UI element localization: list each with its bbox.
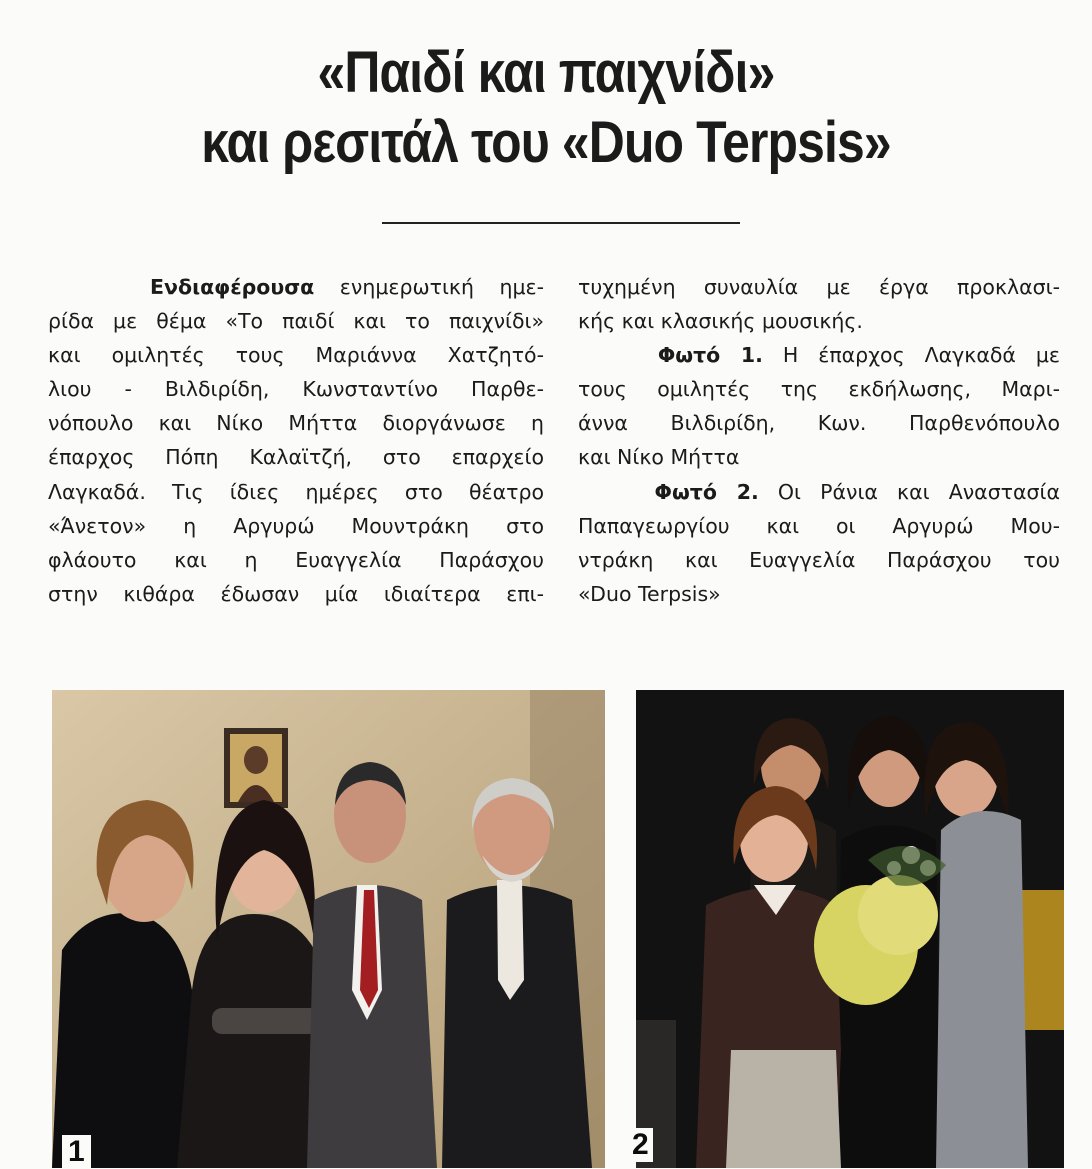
article-line: ρίδα με θέμα «Το παιδί και το παιχνίδι» <box>48 309 544 334</box>
caption-line: άννα Βιλδιρίδη, Κων. Παρθενόπουλο <box>578 411 1060 436</box>
caption-photo-1: Φωτό 1. Η έπαρχος Λαγκαδά με <box>657 343 1060 368</box>
article-line: νόπουλο και Νίκο Μήττα διοργάνωσε η <box>48 411 544 436</box>
article-line: φλάουτο και η Ευαγγελία Παράσχου <box>48 547 544 572</box>
article-line: Λαγκαδά. Τις ίδιες ημέρες στο θέατρο <box>48 479 544 504</box>
headline-line-2: και ρεσιτάλ του «Duo Terpsis» <box>201 110 891 175</box>
article-line: κής και κλασικής μουσικής. <box>578 309 863 334</box>
caption-line: ντράκη και Ευαγγελία Παράσχου του <box>578 547 1060 572</box>
article-lead: Ενδιαφέρουσα <box>150 275 315 299</box>
article-line: Ενδιαφέρουσα ενημερωτική ημε- <box>150 275 544 299</box>
caption-line: και Νίκο Μήττα <box>578 445 740 470</box>
article-left-column <box>48 270 544 611</box>
article-line: στην κιθάρα έδωσαν μία ιδιαίτερα επι- <box>48 581 544 606</box>
photo-1-number: 1 <box>62 1135 91 1169</box>
article-line: λιου - Βιλδιρίδη, Κωνσταντίνο Παρθε- <box>48 377 544 402</box>
photo-2-illustration <box>636 690 1064 1168</box>
article-right-column <box>578 270 1060 611</box>
caption-line: «Duo Terpsis» <box>578 581 721 606</box>
caption-photo-2: Φωτό 2. Οι Ράνια και Αναστασία <box>654 479 1060 504</box>
article-line: έπαρχος Πόπη Καλαϊτζή, στο επαρχείο <box>48 445 544 470</box>
article-line: τυχημένη συναυλία με έργα προκλασι- <box>578 275 1060 299</box>
headline <box>76 38 1015 178</box>
photo-2-number: 2 <box>628 1128 653 1162</box>
photo-1-illustration <box>52 690 605 1168</box>
caption-label: Φωτό 2. <box>654 479 759 504</box>
caption-line: τους ομιλητές της εκδήλωσης, Μαρι- <box>578 377 1060 402</box>
photo-1 <box>52 690 605 1168</box>
headline-divider <box>382 222 740 224</box>
article-line: και ομιλητές τους Μαριάννα Χατζητό- <box>48 343 544 368</box>
headline-line-1: «Παιδί και παιχνίδι» <box>317 40 775 105</box>
caption-line: Παπαγεωργίου και οι Αργυρώ Μου- <box>578 513 1060 538</box>
photo-2 <box>636 690 1064 1168</box>
article-line: «Άνετον» η Αργυρώ Μουντράκη στο <box>48 513 544 538</box>
caption-label: Φωτό 1. <box>657 343 763 368</box>
